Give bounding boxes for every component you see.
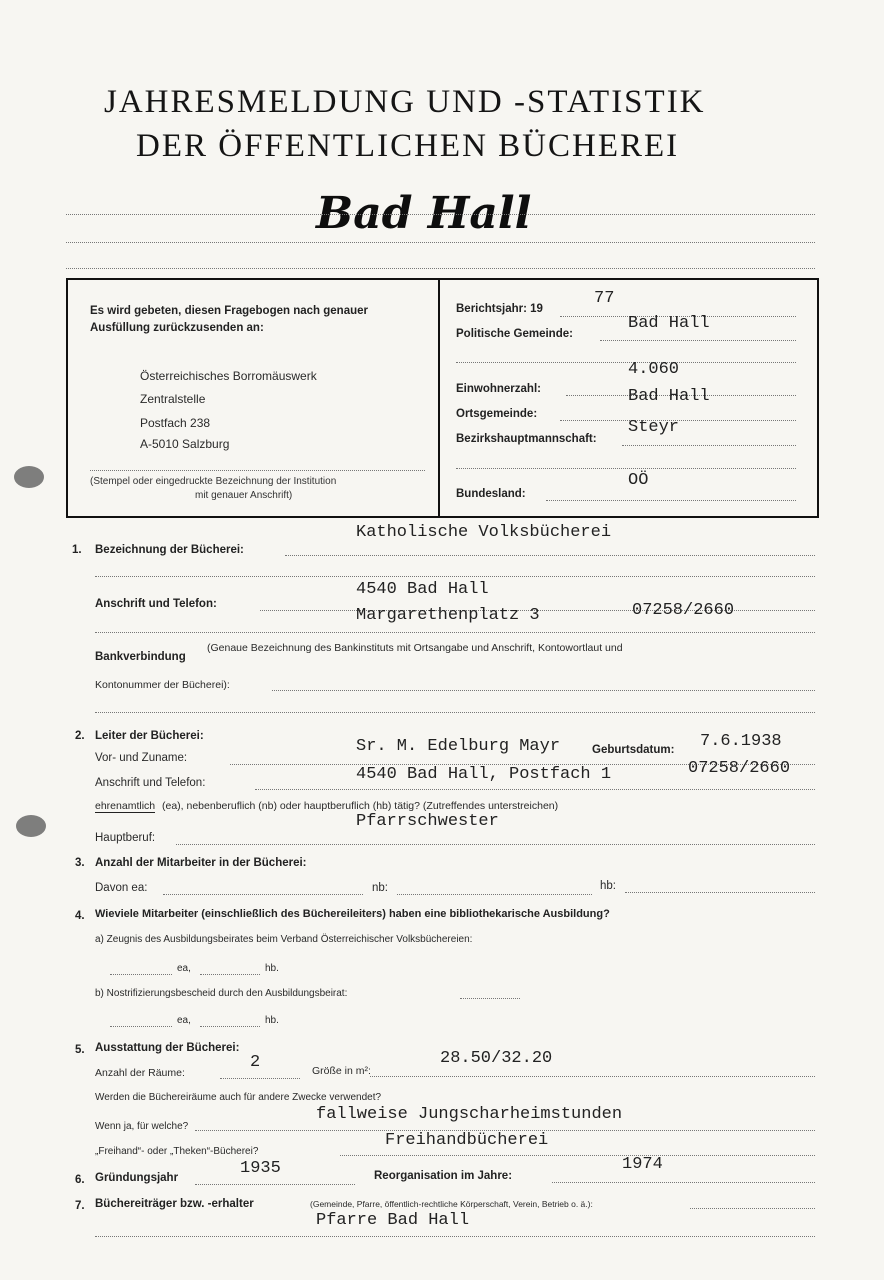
- berichtsjahr-label: Berichtsjahr: 19: [456, 303, 543, 315]
- s3-davon: Davon ea:: [95, 882, 148, 894]
- s7-line-2: [95, 1236, 815, 1237]
- s5-frei-line: [340, 1155, 815, 1156]
- s5-raeume-label: Anzahl der Räume:: [95, 1067, 185, 1079]
- s3-num: 3.: [75, 857, 85, 869]
- s6-line: [195, 1184, 355, 1185]
- einwohner-label: Einwohnerzahl:: [456, 383, 541, 395]
- s3-hb-line: [625, 892, 815, 893]
- s4-b-ea: ea,: [177, 1015, 191, 1026]
- gemeinde-line: [600, 340, 796, 341]
- s5-welche-value: fallweise Jungscharheimstunden: [316, 1105, 623, 1124]
- s2-status-text: (ea), nebenberuflich (nb) oder hauptberuflich (hb) tätig? (Zutreffendes unterstreichen): [162, 800, 559, 812]
- s3-nb-line: [397, 894, 592, 895]
- bundesland-label: Bundesland:: [456, 488, 526, 500]
- s4-a-hb: hb.: [265, 963, 279, 974]
- gemeinde-value: Bad Hall: [628, 314, 710, 333]
- s1-telefon: 07258/2660: [632, 601, 735, 620]
- s2-label: Leiter der Bücherei:: [95, 730, 204, 742]
- s5-num: 5.: [75, 1044, 85, 1056]
- berichtsjahr-value: 77: [594, 289, 615, 308]
- s5-groesse-label: Größe in m²:: [312, 1065, 371, 1077]
- gemeinde-label: Politische Gemeinde:: [456, 328, 573, 340]
- stamp-note-2: mit genauer Anschrift): [195, 490, 293, 501]
- s2-name-value: Sr. M. Edelburg Mayr: [356, 737, 561, 756]
- s1-value: Katholische Volksbücherei: [356, 523, 612, 542]
- s7-label: Büchereiträger bzw. -erhalter: [95, 1198, 254, 1210]
- ortsgemeinde-value: Bad Hall: [628, 387, 710, 406]
- s1-anschrift-line2: Margarethenplatz 3: [356, 606, 540, 625]
- s1-num: 1.: [72, 544, 82, 556]
- s2-haupt-label: Hauptberuf:: [95, 832, 156, 844]
- s6-reorg-value: 1974: [622, 1155, 663, 1174]
- s3-hb: hb:: [600, 880, 616, 892]
- s4-a: a) Zeugnis des Ausbildungsbeirates beim Verband Österreichischer Volksbüchereien:: [95, 934, 473, 945]
- s2-geb-value: 7.6.1938: [700, 732, 782, 751]
- s1-anschrift-line-2: [95, 632, 815, 633]
- s2-anschrift-value: 4540 Bad Hall, Postfach 1: [356, 765, 612, 784]
- s2-telefon-value: 07258/2660: [688, 759, 791, 778]
- s5-raeume-line: [220, 1078, 300, 1079]
- stamp-note-1: (Stempel oder eingedruckte Bezeichnung der Institution: [90, 476, 337, 487]
- address-line-1: Österreichisches Borromäuswerk: [140, 369, 317, 383]
- s2-haupt-value: Pfarrschwester: [356, 812, 499, 831]
- s1-konto-label: Kontonummer der Bücherei):: [95, 679, 230, 691]
- s4-a-ea: ea,: [177, 963, 191, 974]
- address-line-3: Postfach 238: [140, 416, 211, 430]
- s4-b: b) Nostrifizierungsbescheid durch den Ausbildungsbeirat:: [95, 988, 348, 999]
- s1-line-2: [95, 576, 815, 577]
- s5-welche-label: Wenn ja, für welche?: [95, 1121, 189, 1132]
- s5-label: Ausstattung der Bücherei:: [95, 1042, 240, 1054]
- s2-haupt-line: [176, 844, 815, 845]
- box-divider: [438, 278, 440, 516]
- s2-anschrift-label: Anschrift und Telefon:: [95, 777, 206, 789]
- s4-label: Wieviele Mitarbeiter (einschließlich des Büchereileiters) haben eine bibliothekarische Ausbildung?: [95, 908, 610, 920]
- bundesland-line: [546, 500, 796, 501]
- punch-hole-top: [14, 466, 44, 488]
- s5-frei-value: Freihandbücherei: [385, 1131, 549, 1150]
- handwritten-library-name: Bad Hall: [316, 188, 532, 239]
- title-line-1: JAHRESMELDUNG UND -STATISTIK: [104, 84, 706, 120]
- s2-name-label: Vor- und Zuname:: [95, 752, 188, 764]
- s6-value: 1935: [240, 1159, 281, 1178]
- s1-anschrift-label: Anschrift und Telefon:: [95, 598, 217, 610]
- s1-konto-line-2: [95, 712, 815, 713]
- s5-raeume-value: 2: [250, 1053, 261, 1072]
- bezirk-label: Bezirkshauptmannschaft:: [456, 433, 597, 445]
- s2-status-underlined: ehrenamtlich: [95, 800, 156, 812]
- s1-konto-line: [272, 690, 815, 691]
- ortsgemeinde-label: Ortsgemeinde:: [456, 408, 538, 420]
- bezirk-value: Steyr: [628, 418, 680, 437]
- s2-num: 2.: [75, 730, 85, 742]
- name-line-1: [66, 214, 815, 215]
- s6-label: Gründungsjahr: [95, 1172, 179, 1184]
- s4-num: 4.: [75, 910, 85, 922]
- name-line-2: [66, 242, 815, 243]
- s5-groesse-line: [370, 1076, 815, 1077]
- address-line-2: Zentralstelle: [140, 392, 206, 406]
- s1-bank-note: (Genaue Bezeichnung des Bankinstituts mit Ortsangabe und Anschrift, Kontowortlaut und: [207, 642, 623, 654]
- s4-a-ea-line: [110, 974, 172, 975]
- punch-hole-bottom: [16, 815, 46, 837]
- s4-b-hb-line: [200, 1026, 260, 1027]
- bezirk-line-2: [456, 468, 796, 469]
- gemeinde-line-2: [456, 362, 796, 363]
- address-line-4: A-5010 Salzburg: [140, 437, 230, 451]
- s1-line: [285, 555, 815, 556]
- s4-b-line: [460, 998, 520, 999]
- s6-num: 6.: [75, 1174, 85, 1186]
- einwohner-value: 4.060: [628, 360, 680, 379]
- s5-zwecke-q: Werden die Büchereiräume auch für andere Zwecke verwendet?: [95, 1092, 382, 1103]
- s5-groesse-value: 28.50/32.20: [440, 1049, 553, 1068]
- title-line-2: DER ÖFFENTLICHEN BÜCHEREI: [136, 128, 680, 164]
- s3-ea-line: [163, 894, 363, 895]
- s7-line: [690, 1208, 815, 1209]
- s7-note: (Gemeinde, Pfarre, öffentlich-rechtliche Körperschaft, Verein, Betrieb o. ä.):: [310, 1199, 593, 1209]
- s1-label: Bezeichnung der Bücherei:: [95, 544, 244, 556]
- s4-b-ea-line: [110, 1026, 172, 1027]
- s2-anschrift-line: [255, 789, 815, 790]
- request-text-2: Ausfüllung zurückzusenden an:: [90, 322, 264, 334]
- stamp-line: [90, 470, 425, 471]
- s7-value: Pfarre Bad Hall: [316, 1211, 470, 1230]
- s3-nb: nb:: [372, 882, 388, 894]
- s7-num: 7.: [75, 1200, 85, 1212]
- s5-frei-label: „Freihand“- oder „Theken“-Bücherei?: [95, 1146, 259, 1157]
- s6-reorg-label: Reorganisation im Jahre:: [374, 1170, 513, 1182]
- s3-label: Anzahl der Mitarbeiter in der Bücherei:: [95, 857, 307, 869]
- bundesland-value: OÖ: [628, 471, 649, 490]
- bezirk-line: [622, 445, 796, 446]
- s1-bank-label: Bankverbindung: [95, 651, 186, 663]
- s6-reorg-line: [552, 1182, 815, 1183]
- s2-geb-label: Geburtsdatum:: [592, 744, 675, 756]
- s4-a-hb-line: [200, 974, 260, 975]
- s1-anschrift-line1: 4540 Bad Hall: [356, 580, 489, 599]
- name-line-3: [66, 268, 815, 269]
- request-text-1: Es wird gebeten, diesen Fragebogen nach genauer: [90, 305, 368, 317]
- s4-b-hb: hb.: [265, 1015, 279, 1026]
